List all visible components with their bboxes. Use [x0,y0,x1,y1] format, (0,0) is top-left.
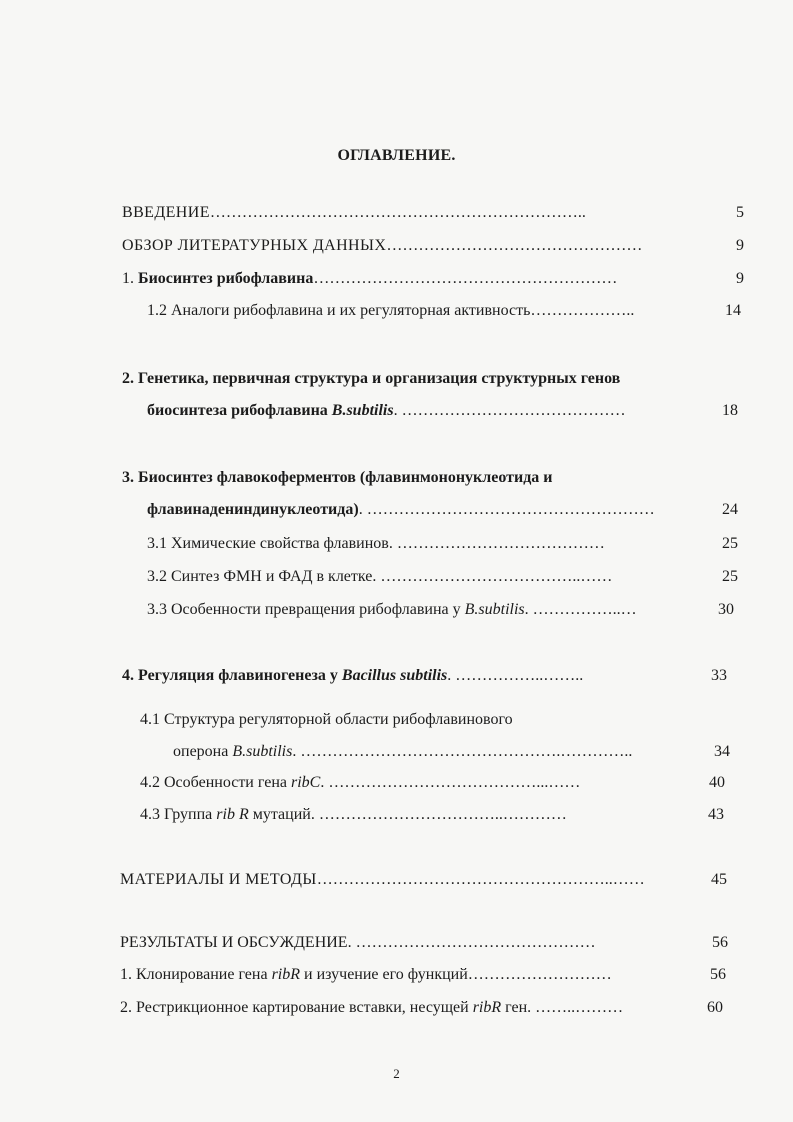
gene-name: ribR [271,966,301,983]
entry-title-end: . [320,774,329,791]
page-title: ОГЛАВЛЕНИЕ. [337,147,456,164]
entry-title-end: . [524,601,533,618]
entry-title: 4. Регуляция флавиногенеза у [122,667,342,684]
entry-title-end: и изучение его функций [300,966,468,983]
toc-entry-flavocoenzymes-cont[interactable] [147,500,655,520]
entry-title: 3.1 Химические свойства флавинов. [147,535,397,552]
page-number: 33 [711,667,727,684]
dot-leader: ……………………… [467,966,612,983]
entry-title: биосинтеза рибофлавина [147,402,332,419]
toc-entry-riboflavin-conversion[interactable] [147,600,637,620]
dot-leader: ……………..…….. [455,667,584,684]
entry-title: 1.2 Аналоги рибофлавина и их регуляторная активность [147,302,531,319]
toc-entry-riboflavin-analogs[interactable] [147,301,634,321]
page-number: 18 [722,402,738,419]
entry-title-end: . [292,743,301,760]
dot-leader: ………………………………………………… [313,270,618,287]
entry-number: 1. [122,270,138,287]
toc-entry-riboflavin-biosynthesis[interactable] [122,269,617,289]
toc-entry-fmn-fad-synthesis[interactable] [147,567,612,587]
toc-entry-introduction[interactable] [122,203,586,223]
entry-title: 1. Клонирование гена [120,966,272,983]
toc-entry-results-discussion[interactable] [120,933,596,953]
entry-title: оперона [173,743,233,760]
entry-title: 2. Генетика, первичная структура и организация структурных генов [122,370,621,387]
toc-entry-genetics-cont[interactable] [147,401,626,421]
page-number: 24 [722,501,738,518]
dot-leader: ………………………………………………..…… [316,871,645,888]
dot-leader: ……………..… [532,601,637,618]
entry-title: 3.3 Особенности превращения рибофлавина у [147,601,465,618]
page-number: 56 [710,966,726,983]
dot-leader: ……………………………………… [355,934,596,951]
species-name: B.subtilis [464,601,525,618]
toc-entry-regulatory-region-cont[interactable] [173,742,632,762]
toc-entry-literature-review[interactable] [122,236,642,256]
toc-entry-ribr-cloning[interactable] [120,965,612,985]
toc-entry-flavinogenesis-regulation[interactable] [122,666,583,686]
toc-entry-regulatory-region[interactable] [140,710,513,730]
toc-entry-genetics[interactable] [122,369,620,389]
dot-leader: ……………………………..………… [318,806,567,823]
page-number: 43 [708,806,724,823]
entry-title: ВВЕДЕНИЕ [122,204,210,221]
page-number: 25 [722,535,738,552]
dot-leader: …………………………………………………………….. [209,204,586,221]
entry-title: Биосинтез рибофлавина [138,270,314,287]
dot-leader: …………………………………...…… [328,774,581,791]
dot-leader: ………………………………………… [386,237,643,254]
dot-leader: …………………………………… [401,402,626,419]
species-name: Bacillus subtilis [341,667,448,684]
entry-title-end: ген. [501,999,536,1016]
toc-entry-chemical-properties[interactable] [147,534,605,554]
toc-entry-ribr-mutations[interactable] [140,805,567,825]
page-number: 25 [722,568,738,585]
gene-name: rib R [216,806,249,823]
gene-name: ribC [290,774,321,791]
page-number: 56 [712,934,728,951]
entry-title: 3.2 Синтез ФМН и ФАД в клетке. [147,568,381,585]
dot-leader: ………………………………………….………….. [300,743,633,760]
page-number: 45 [711,871,727,888]
dot-leader: ……………….. [530,302,635,319]
entry-title: флавинадениндинуклеотида) [147,501,359,518]
entry-title: 4.1 Структура регуляторной области рибофлавинового [140,711,513,728]
toc-entry-ribc-gene[interactable] [140,773,580,793]
entry-title-end: . [447,667,456,684]
toc-entry-materials-methods[interactable] [120,870,645,890]
dot-leader: ………………………………..…… [380,568,613,585]
entry-title: МАТЕРИАЛЫ И МЕТОДЫ [120,871,317,888]
page-number: 60 [707,999,723,1016]
page-number: 9 [736,237,744,254]
entry-title: РЕЗУЛЬТАТЫ И ОБСУЖДЕНИЕ. [120,934,356,951]
dot-leader: ……..……… [535,999,624,1016]
entry-title: 4.2 Особенности гена [140,774,291,791]
dot-leader: . ……………………………………………… [358,501,655,518]
footer-page-number: 2 [393,1066,400,1081]
gene-name: ribR [472,999,502,1016]
species-name: B.subtilis [331,402,394,419]
page-number: 34 [714,743,730,760]
entry-title: ОБЗОР ЛИТЕРАТУРНЫХ ДАННЫХ [122,237,387,254]
page-number: 14 [725,302,741,319]
species-name: B.subtilis [232,743,293,760]
toc-entry-restriction-mapping[interactable] [120,998,623,1018]
page-number: 40 [709,774,725,791]
entry-title-end: мутаций. [248,806,319,823]
page-number: 9 [736,270,744,287]
entry-title: 2. Рестрикционное картирование вставки, несущей [120,999,473,1016]
entry-title-end: . [393,402,402,419]
dot-leader: ………………………………… [396,535,605,552]
toc-entry-flavocoenzymes[interactable] [122,468,553,488]
entry-title: 4.3 Группа [140,806,217,823]
page-number: 5 [736,204,744,221]
entry-title: 3. Биосинтез флавокоферментов (флавинмононуклеотида и [122,469,553,486]
page-number: 30 [718,601,734,618]
